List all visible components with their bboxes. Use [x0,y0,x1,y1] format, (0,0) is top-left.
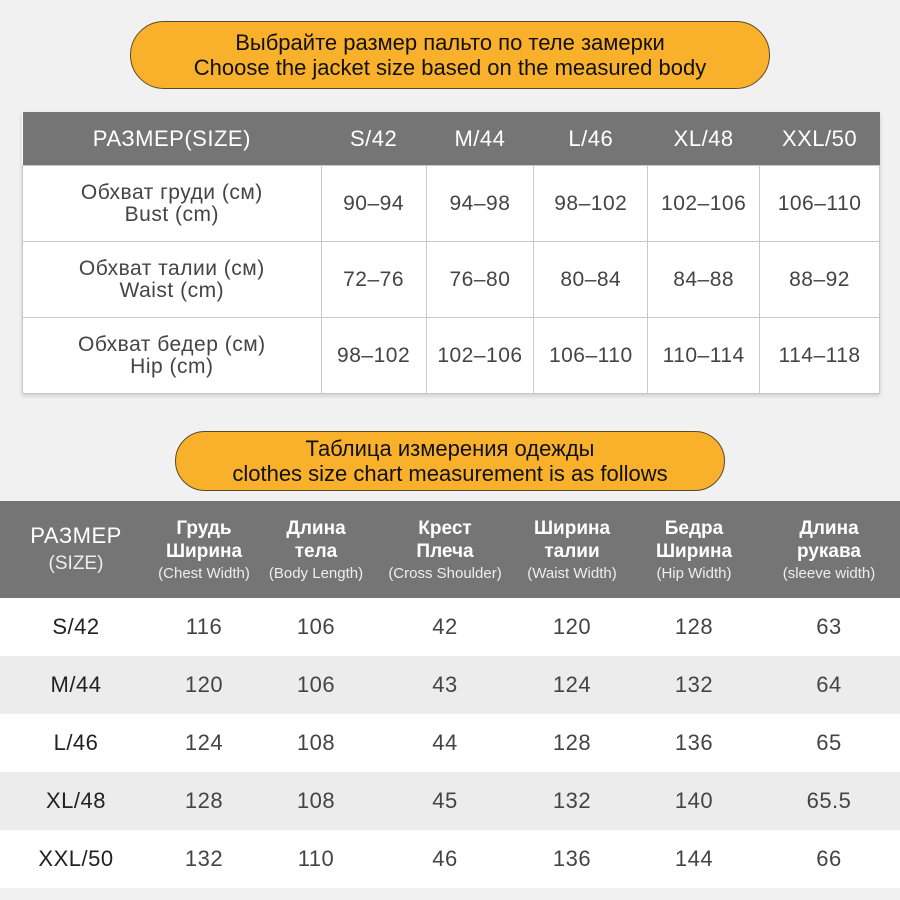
header-ru: Ширина [165,541,243,562]
table-cell: 110–114 [648,318,760,394]
table-cell: 128 [514,714,630,772]
header-size-xl: XL/48 [648,112,760,166]
table-cell: 42 [376,598,514,656]
table-cell: 128 [630,598,758,656]
clothes-size-banner [175,431,725,491]
table-cell: 63 [758,598,900,656]
header-en: (Waist Width) [527,565,617,582]
header-en: (Chest Width) [158,565,250,582]
table-cell: 66 [758,830,900,888]
banner-title-ru: Таблица измерения одежды [305,436,595,461]
clothes-measurement-table [0,501,900,888]
table-cell: 120 [152,656,256,714]
header-ru: Плеча [416,541,474,562]
table-cell: 65 [758,714,900,772]
header-size-xxl: XXL/50 [760,112,880,166]
header-hip-width [630,501,758,598]
table-cell: 44 [376,714,514,772]
table-row [23,166,880,242]
header-size: РАЗМЕР(SIZE) [23,112,322,166]
header-body-length [256,501,376,598]
table-cell: 124 [514,656,630,714]
table-row [0,656,900,714]
table-cell: 140 [630,772,758,830]
table-cell: 72–76 [321,242,426,318]
table-cell: 120 [514,598,630,656]
row-label-en: Bust (cm) [124,202,219,226]
header-ru: Бедра [664,518,724,539]
table-cell: 136 [514,830,630,888]
table-row [23,318,880,394]
table-cell: 132 [152,830,256,888]
row-label-en: Waist (cm) [119,278,225,302]
body-size-banner [130,21,770,89]
header-chest-width [152,501,256,598]
row-label-ru: Обхват бедер (см) [78,332,266,356]
body-table-header-row [23,112,880,166]
header-waist-width [514,501,630,598]
header-size-s: S/42 [321,112,426,166]
table-row [0,598,900,656]
header-ru: Крест [418,518,472,539]
row-label-bust [23,166,322,242]
table-row [0,714,900,772]
table-cell: 84–88 [648,242,760,318]
table-cell: 102–106 [648,166,760,242]
table-cell: 102–106 [426,318,534,394]
table-cell: 114–118 [760,318,880,394]
body-measurement-table [22,112,880,394]
header-ru: Ширина [533,518,611,539]
table-cell: 94–98 [426,166,534,242]
row-label-en: Hip (cm) [130,354,214,378]
header-size-l: L/46 [534,112,648,166]
header-ru: Длина [286,518,346,539]
header-size-m: M/44 [426,112,534,166]
table-row [0,772,900,830]
table-cell: 108 [256,714,376,772]
table-cell-size: L/46 [0,714,152,772]
table-cell: 132 [630,656,758,714]
table-cell: 108 [256,772,376,830]
header-en: (Body Length) [268,565,364,582]
table-cell: 88–92 [760,242,880,318]
header-en: (Hip Width) [656,565,732,582]
table-cell: 132 [514,772,630,830]
row-label-hip [23,318,322,394]
table-cell-size: XXL/50 [0,830,152,888]
table-cell: 43 [376,656,514,714]
table-cell: 106 [256,598,376,656]
table-cell: 124 [152,714,256,772]
table-cell: 106 [256,656,376,714]
clothes-table-header-row [0,501,900,598]
table-row [0,830,900,888]
header-ru: Грудь [176,518,232,539]
header-en: (Cross Shoulder) [388,565,502,582]
table-cell-size: M/44 [0,656,152,714]
table-cell: 46 [376,830,514,888]
table-cell: 106–110 [534,318,648,394]
header-ru: талии [544,541,600,562]
header-en: (SIZE) [48,553,104,574]
header-ru: рукава [797,541,861,562]
table-cell-size: XL/48 [0,772,152,830]
header-ru: РАЗМЕР [30,523,122,548]
table-cell: 64 [758,656,900,714]
table-cell: 98–102 [321,318,426,394]
header-ru: тела [294,541,338,562]
header-size [0,501,152,598]
row-label-ru: Обхват талии (см) [78,256,265,280]
table-cell: 144 [630,830,758,888]
header-ru: Длина [799,518,859,539]
table-cell-size: S/42 [0,598,152,656]
table-cell: 128 [152,772,256,830]
table-cell: 76–80 [426,242,534,318]
header-en: (sleeve width) [782,565,876,582]
table-cell: 45 [376,772,514,830]
header-ru: Ширина [655,541,733,562]
table-cell: 136 [630,714,758,772]
table-row [23,242,880,318]
header-sleeve-width [758,501,900,598]
row-label-ru: Обхват груди (см) [80,180,263,204]
header-cross-shoulder [376,501,514,598]
row-label-waist [23,242,322,318]
banner-title-en: clothes size chart measurement is as follows [232,461,668,486]
table-cell: 110 [256,830,376,888]
table-cell: 116 [152,598,256,656]
table-cell: 80–84 [534,242,648,318]
table-cell: 98–102 [534,166,648,242]
banner-title-ru: Выбрайте размер пальто по теле замерки [235,30,665,55]
table-cell: 90–94 [321,166,426,242]
table-cell: 65.5 [758,772,900,830]
banner-title-en: Choose the jacket size based on the measured body [193,55,707,80]
table-cell: 106–110 [760,166,880,242]
